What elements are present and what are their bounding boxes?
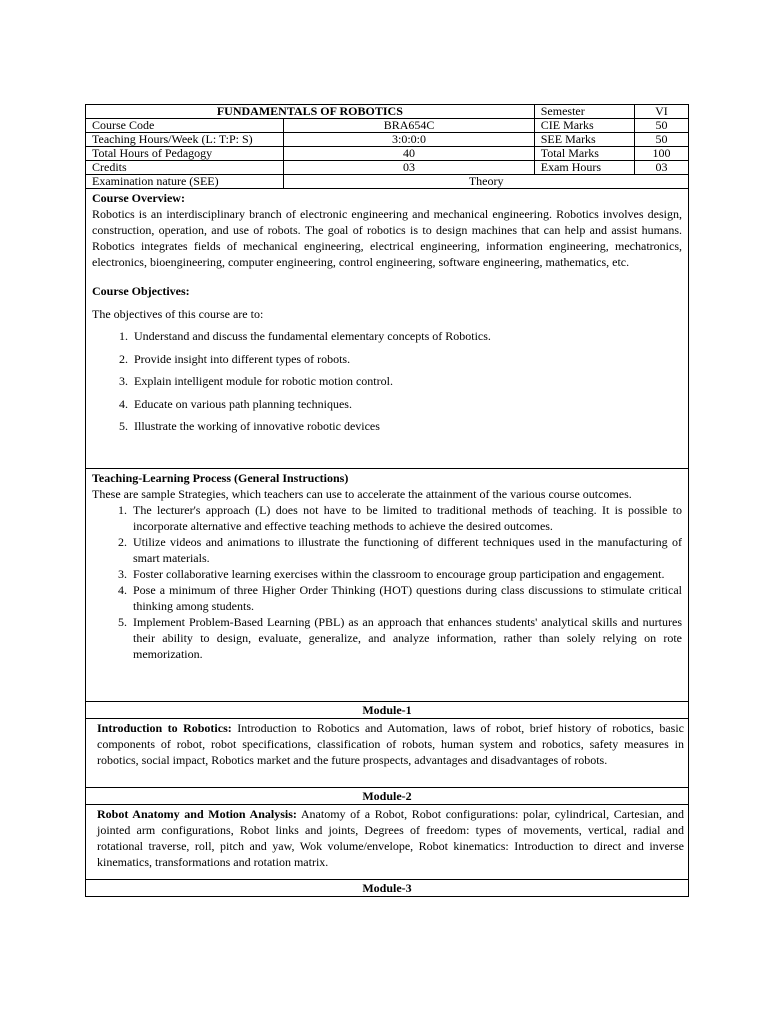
list-item: 2. Utilize videos and animations to illustrate the functioning of different techniques used in the manufacturing of smart materials. — [130, 534, 682, 566]
course-code-row — [86, 119, 689, 133]
module-lead: Introduction to Robotics: — [97, 721, 232, 735]
objectives-list — [92, 328, 682, 434]
course-title: FUNDAMENTALS OF ROBOTICS — [86, 105, 535, 119]
row-value: BRA654C — [284, 119, 534, 133]
row-right-label: Exam Hours — [534, 161, 634, 175]
exam-nature-label: Examination nature (SEE) — [86, 175, 284, 189]
course-info-table — [85, 104, 689, 189]
module-1-heading: Module-1 — [85, 702, 689, 719]
list-item: 1. The lecturer's approach (L) does not have to be limited to traditional methods of teaching. It is possible to incorporate alternative and effective teaching methods to achieve the desired outcomes. — [130, 502, 682, 534]
objectives-title: Course Objectives: — [92, 284, 190, 298]
credits-row — [86, 161, 689, 175]
teaching-hours-row — [86, 133, 689, 147]
row-right-label: SEE Marks — [534, 133, 634, 147]
row-value: 3:0:0:0 — [284, 133, 534, 147]
list-item: 4. Pose a minimum of three Higher Order Thinking (HOT) questions during class discussions to stimulate critical thinking among students. — [130, 582, 682, 614]
overview-title: Course Overview: — [92, 191, 185, 205]
row-label: Credits — [86, 161, 284, 175]
list-item: 5. Implement Problem-Based Learning (PBL) as an approach that enhances students' analytical skills and nurtures their ability to design, evaluate, generalize, and analyze information, rather than solely relying on rote memorization. — [130, 614, 682, 662]
objectives-intro: The objectives of this course are to: — [92, 307, 264, 321]
module-lead: Robot Anatomy and Motion Analysis: — [97, 807, 297, 821]
row-right-label: CIE Marks — [534, 119, 634, 133]
overview-objectives-section — [85, 189, 689, 469]
module-text: Anatomy of a Robot, Robot configurations: polar, cylindrical, Cartesian, and jointed arm configurations, Robot links and joints, Degrees of freedom: types of movements, vertical, radial and rotational traverse, roll, pitch and yaw, Wok volume/envelope, Robot kinematics: Introduction to direct and inverse kinematics, transformations and rotation matrix. — [97, 807, 684, 869]
semester-value: VI — [634, 105, 688, 119]
exam-nature-value: Theory — [284, 175, 689, 189]
list-item: 1. Understand and discuss the fundamental elementary concepts of Robotics. — [131, 328, 682, 344]
semester-label: Semester — [534, 105, 634, 119]
row-right-label: Total Marks — [534, 147, 634, 161]
module-2-heading: Module-2 — [85, 788, 689, 805]
row-label: Course Code — [86, 119, 284, 133]
row-right-value: 50 — [634, 119, 688, 133]
list-item: 4. Educate on various path planning techniques. — [131, 396, 682, 412]
module-3-heading: Module-3 — [85, 880, 689, 897]
overview-text: Robotics is an interdisciplinary branch of electronic engineering and mechanical engineering. Robotics involves design, construction, operation, and use of robots. The goal of robotics is to design machines that can help and assist humans. Robotics integrates fields of mechanical engineering, electrical engineering, information engineering, mechatronics, electronics, bioengineering, computer engineering, control engineering, software engineering, mathematics, etc. — [92, 207, 682, 269]
row-value: 40 — [284, 147, 534, 161]
row-right-value: 100 — [634, 147, 688, 161]
tlp-intro: These are sample Strategies, which teachers can use to accelerate the attainment of the various course outcomes. — [92, 487, 632, 501]
row-right-value: 03 — [634, 161, 688, 175]
row-value: 03 — [284, 161, 534, 175]
list-item: 2. Provide insight into different types of robots. — [131, 351, 682, 367]
syllabus-page — [85, 104, 689, 897]
total-hours-row — [86, 147, 689, 161]
row-label: Teaching Hours/Week (L: T:P: S) — [86, 133, 284, 147]
module-text: Introduction to Robotics and Automation, laws of robot, brief history of robotics, basic components of robot, robot specifications, classification of robots, human system and robotics, safety measures in robotics, social impact, Robotics market and the future prospects, advantages and disadvantages of robots. — [97, 721, 684, 767]
list-item: 3. Explain intelligent module for robotic motion control. — [131, 373, 682, 389]
list-item: 3. Foster collaborative learning exercises within the classroom to encourage group participation and engagement. — [130, 566, 682, 582]
tlp-title: Teaching-Learning Process (General Instructions) — [92, 471, 349, 485]
teaching-learning-section — [85, 469, 689, 702]
tlp-list — [92, 502, 682, 662]
module-1-content — [85, 719, 689, 788]
list-item: 5. Illustrate the working of innovative robotic devices — [131, 418, 682, 434]
course-title-row — [86, 105, 689, 119]
module-2-content — [85, 805, 689, 880]
row-label: Total Hours of Pedagogy — [86, 147, 284, 161]
row-right-value: 50 — [634, 133, 688, 147]
exam-nature-row — [86, 175, 689, 189]
